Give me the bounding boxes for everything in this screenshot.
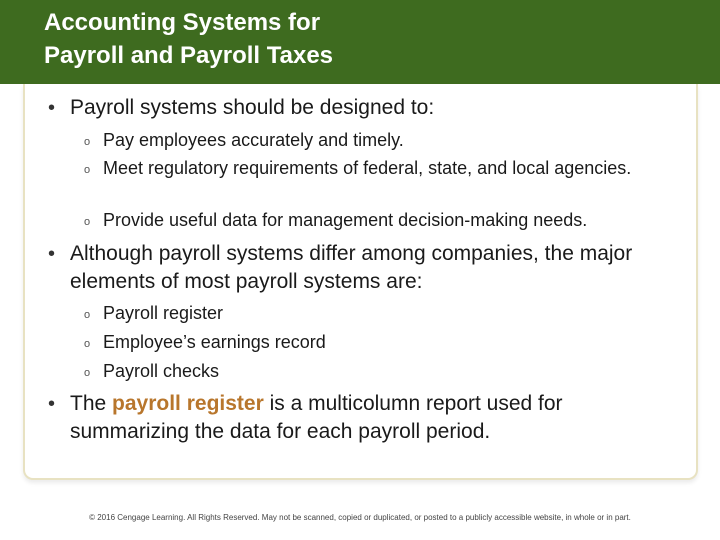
slide-title-line-2: Payroll and Payroll Taxes <box>44 42 334 69</box>
bullet-marker-icon: • <box>48 243 56 265</box>
subitem-marker-icon: o <box>84 216 91 228</box>
copyright-footer: © 2016 Cengage Learning. All Rights Reserved. May not be scanned, copied or duplicated, or posted to a publicly accessible website, in whole or in part. <box>89 513 631 522</box>
subitem-text: Pay employees accurately and timely. <box>103 130 404 150</box>
payroll-register-term: payroll register <box>112 392 264 415</box>
bullet-3-text-before: The <box>70 392 113 415</box>
bullet-marker-icon: • <box>48 393 56 415</box>
subitem-text: Payroll register <box>103 303 224 323</box>
bullet-marker-icon: • <box>48 97 56 119</box>
subitem-marker-icon: o <box>84 309 91 321</box>
title-bar <box>0 0 720 84</box>
subitem-marker-icon: o <box>84 367 91 379</box>
subitem-text: Provide useful data for management decision-making needs. <box>103 210 588 230</box>
subitem-marker-icon: o <box>84 338 91 350</box>
subitem-text: Payroll checks <box>103 361 220 381</box>
bullet-2-text: Although payroll systems differ among companies, the major elements of most payroll systems are: <box>70 242 633 293</box>
subitem-marker-icon: o <box>84 164 91 176</box>
subitem-text: Meet regulatory requirements of federal, state, and local agencies. <box>103 158 632 178</box>
bullet-3-text-after: is a multicolumn report used for summarizing the data for each payroll period. <box>70 392 563 443</box>
slide-title <box>44 6 704 72</box>
bullet-1-text: Payroll systems should be designed to: <box>70 96 435 119</box>
bullet-3-text <box>70 390 680 446</box>
subitem-text: Employee’s earnings record <box>103 332 326 352</box>
subitem-marker-icon: o <box>84 136 91 148</box>
slide-title-line-1: Accounting Systems for <box>44 9 321 36</box>
